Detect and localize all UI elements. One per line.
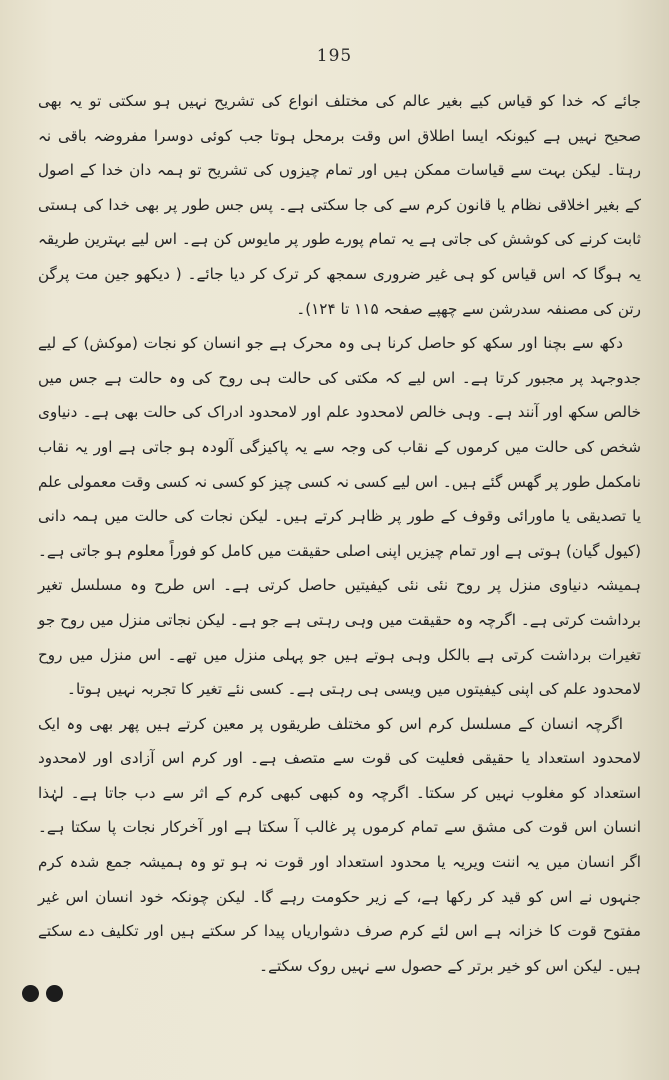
black-dot-mark (22, 985, 39, 1002)
paragraph-2: دکھ سے بچنا اور سکھ کو حاصل کرنا ہی وہ محرک ہے جو انسان کو نجات (موکش) کے لیے جدوجہد پر مجبور کرتا ہے۔ اس لیے کہ مکتی کی حالت ہی روح کی وہ حالت ہے جس میں خالص سکھ اور آنند ہے۔ وہی خالص لامحدود علم اور لامحدود ادراک کی حالت بھی ہے۔ دنیاوی شخص کی حالت میں کرموں کے نقاب کی وجہ سے یہ پاکیزگی آلودہ ہو جاتی ہے اور یہ نقاب نامکمل طور پر گھس گئے ہیں۔ اس لیے کسی نہ کسی چیز کو کسی نہ کسی وقت معمولی علم یا تصدیقی یا ماورائی وقوف کے طور پر ظاہر کرتے ہیں۔ لیکن نجات کی حالت میں ہمہ دانی (کیول گیان) ہوتی ہے اور تمام چیزیں اپنی اصلی حقیقت میں کامل کو فوراً معلوم ہو جاتی ہے۔ ہمیشہ دنیاوی منزل پر روح نئی نئی کیفیتیں حاصل کرتی ہے۔ اس طرح وہ مسلسل تغیر برداشت کرتی ہے۔ اگرچہ وہ حقیقت میں وہی رہتی ہے جو ہے۔ لیکن نجاتی منزل میں روح جو تغیرات برداشت کرتی ہے بالکل وہی ہوتے ہیں جو پہلی منزل میں تھے۔ اس منزل میں روح لامحدود علم کی اپنی کیفیتوں میں ویسی ہی رہتی ہے۔ کسی نئے تغیر کا تجربہ نہیں ہوتا۔ (38, 334, 641, 699)
body-text (38, 84, 641, 983)
page-number: 195 (316, 46, 353, 66)
paragraph-3: اگرچہ انسان کے مسلسل کرم اس کو مختلف طریقوں پر معین کرتے ہیں پھر بھی وہ ایک لامحدود استعداد یا حقیقی فعلیت کی قوت سے متصف ہے۔ اور کرم اس آزادی اور لامحدود استعداد کو مغلوب نہیں کر سکتا۔ اگرچہ وہ کبھی کبھی کرم کے اثر سے دب جاتا ہے۔ لہٰذا انسان اس قوت کی مشق سے تمام کرموں پر غالب آ سکتا ہے اور آخرکار نجات پا سکتا ہے۔ اگر انسان میں یہ اننت ویریہ یا محدود استعداد اور قوت نہ ہو تو وہ ہمیشہ جمع شدہ کرم جنہوں نے اس کو قید کر رکھا ہے، کے زیر حکومت رہے گا۔ لیکن چونکہ خود انسان اس غیر مفتوح قوت کا خزانہ ہے اس لئے کرم صرف دشواریاں پیدا کر سکتے ہیں اور تکلیف دے سکتے ہیں۔ لیکن اس کو خیر برتر کے حصول سے نہیں روک سکتے۔ (38, 714, 641, 975)
paragraph-1: جائے کہ خدا کو قیاس کیے بغیر عالم کی مختلف انواع کی تشریح نہیں ہو سکتی تو یہ بھی صحیح نہیں ہے کیونکہ ایسا اطلاق اس وقت برمحل ہوتا جب کوئی دوسرا مفروضہ باقی نہ رہتا۔ لیکن بہت سے قیاسات ممکن ہیں اور تمام چیزوں کی تشریح تو ہمہ دان خدا کے اصول کے بغیر اخلاقی نظام یا قانون کرم سے کی جا سکتی ہے۔ پس جس طور پر بھی خدا کی ہستی ثابت کرنے کی کوشش کی جاتی ہے یہ تمام پورے طور پر مایوس کن ہے۔ اس لیے بہترین طریقہ یہ ہوگا کہ اس قیاس کو ہی غیر ضروری سمجھ کر ترک کر دیا جائے۔ ( دیکھو جین مت پرگن رتن کی مصنفہ سدرشن سے چھپے صفحہ ۱۱۵ تا ۱۲۴)۔ (38, 92, 641, 318)
black-dot-mark (46, 985, 63, 1002)
